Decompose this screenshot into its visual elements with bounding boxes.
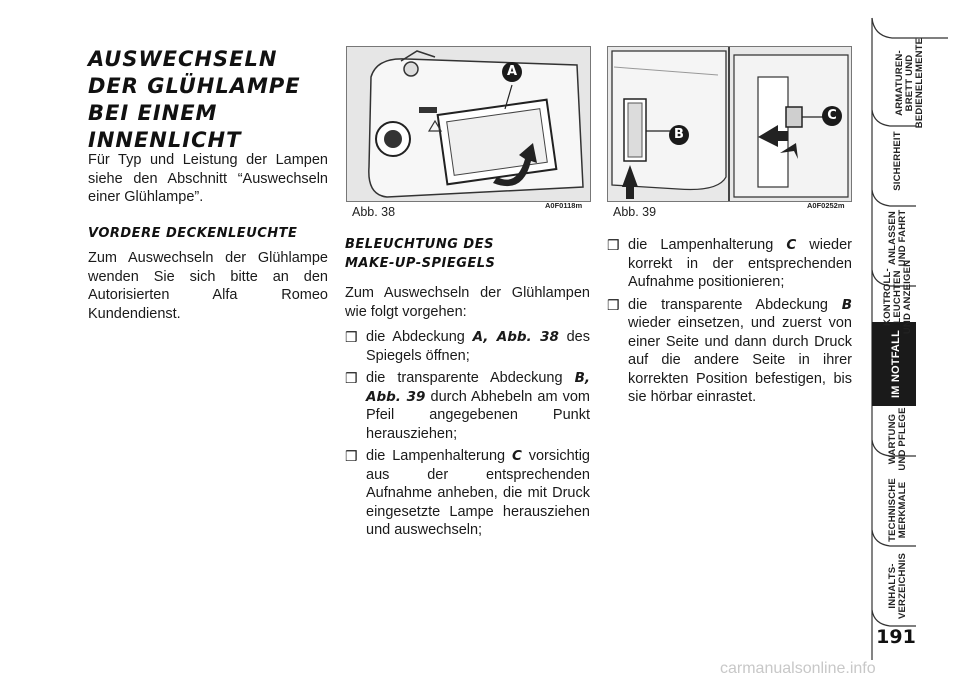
mirror-lamp-illustration	[608, 47, 851, 201]
bullet-remove-transparent-cover	[345, 369, 590, 443]
figure-39-caption: Abb. 39	[613, 205, 657, 219]
tab-armaturenbrett[interactable]	[872, 37, 944, 129]
text: wieder korrekt in der entsprechenden Aufnahme positionieren;	[628, 237, 852, 290]
tab-label: ARMATUREN- BRETT UND BEDIENELEMENTE	[894, 37, 925, 129]
tab-label: WARTUNG UND PFLEGE	[887, 407, 908, 471]
text: die Lampenhalterung	[366, 448, 512, 464]
figure-38-caption: Abb. 38	[352, 205, 396, 219]
bullet-marker: ❒	[345, 448, 358, 464]
tab-label: TECHNISCHE MERKMALE	[887, 478, 908, 542]
text: wieder einsetzen, und zuerst von einer Seite und dann durch Druck auf die andere Seite in ihrer korrekten Position befestigen, bis sie hörbar einrastet.	[628, 315, 852, 405]
figure-38	[346, 46, 591, 202]
makeup-mirror-intro: Zum Auswechseln der Glühlampen wie folgt vorgehen:	[345, 285, 590, 320]
tab-kontrollleuchten[interactable]	[872, 259, 944, 335]
text: durch Abhebeln am vom Pfeil angegebenen Punkt herausziehen;	[366, 388, 590, 442]
middle-bullets	[345, 328, 590, 544]
text: die Lampenhalterung	[628, 237, 787, 253]
text: die transparente Abdeckung	[366, 370, 575, 386]
right-bullets	[607, 236, 852, 411]
tab-inhaltsverzeichnis[interactable]	[872, 548, 944, 624]
ref: C	[786, 237, 797, 253]
bullet-replace-lamp	[345, 447, 590, 540]
figure-39-code: A0F0252m	[807, 201, 845, 210]
sun-visor-illustration	[347, 47, 590, 201]
section-paragraph: Zum Auswechseln der Glühlampe wenden Sie sich bitte an den Autorisierten Alfa Romeo Kundendienst.	[88, 250, 328, 322]
section-heading: VORDERE DECKENLEUCHTE	[88, 226, 298, 241]
text: die transparente Abdeckung	[628, 296, 842, 313]
tab-label: KONTROLL- LEUCHTEN UND ANZEIGEN	[882, 259, 913, 335]
text: vorsichtig aus der entsprechenden Aufnahme anheben, die mit Druck eingesetzte Lampe herausziehen und auswechseln;	[366, 448, 590, 538]
bullet-refit-cover	[607, 296, 852, 407]
figure-38-code: A0F0118m	[545, 201, 583, 210]
label-b: B	[669, 125, 689, 145]
label-a: A	[502, 62, 522, 82]
bullet-marker: ❒	[345, 329, 358, 345]
intro-paragraph: Für Typ und Leistung der Lampen siehe den Abschnitt “Auswechseln einer Glühlampe”.	[88, 152, 328, 205]
bullet-marker: ❒	[607, 296, 620, 313]
tab-label: INHALTS- VERZEICHNIS	[887, 552, 908, 620]
tab-sicherheit[interactable]	[872, 126, 944, 196]
watermark: carmanualsonline.info	[720, 660, 876, 677]
tab-technische-merkmale[interactable]	[872, 470, 944, 550]
label-c: C	[822, 106, 842, 126]
text: des Spiegels öffnen;	[366, 329, 590, 364]
ref: B, Abb. 39	[366, 370, 590, 405]
tab-label: SICHERHEIT	[892, 131, 903, 191]
text: die Abdeckung	[366, 329, 473, 345]
tab-wartung[interactable]	[872, 408, 944, 470]
tab-label: ANLASSEN UND FAHRT	[887, 209, 908, 267]
tab-label: IM NOTFALL	[890, 330, 902, 398]
makeup-mirror-heading: BELEUCHTUNG DES MAKE-UP-SPIEGELS	[345, 237, 496, 271]
bullet-marker: ❒	[607, 237, 620, 253]
page-number: 191	[876, 626, 916, 648]
tab-im-notfall[interactable]	[872, 322, 944, 406]
figure-39	[607, 46, 852, 202]
bullet-open-cover	[345, 328, 590, 365]
ref: C	[511, 448, 522, 464]
page-title: AUSWECHSELN DER GLÜHLAMPE BEI EINEM INNENLICHT	[88, 47, 301, 152]
ref: A, Abb. 38	[472, 329, 559, 345]
ref: B	[841, 296, 852, 313]
bullet-reposition-holder	[607, 236, 852, 292]
bullet-marker: ❒	[345, 370, 358, 386]
